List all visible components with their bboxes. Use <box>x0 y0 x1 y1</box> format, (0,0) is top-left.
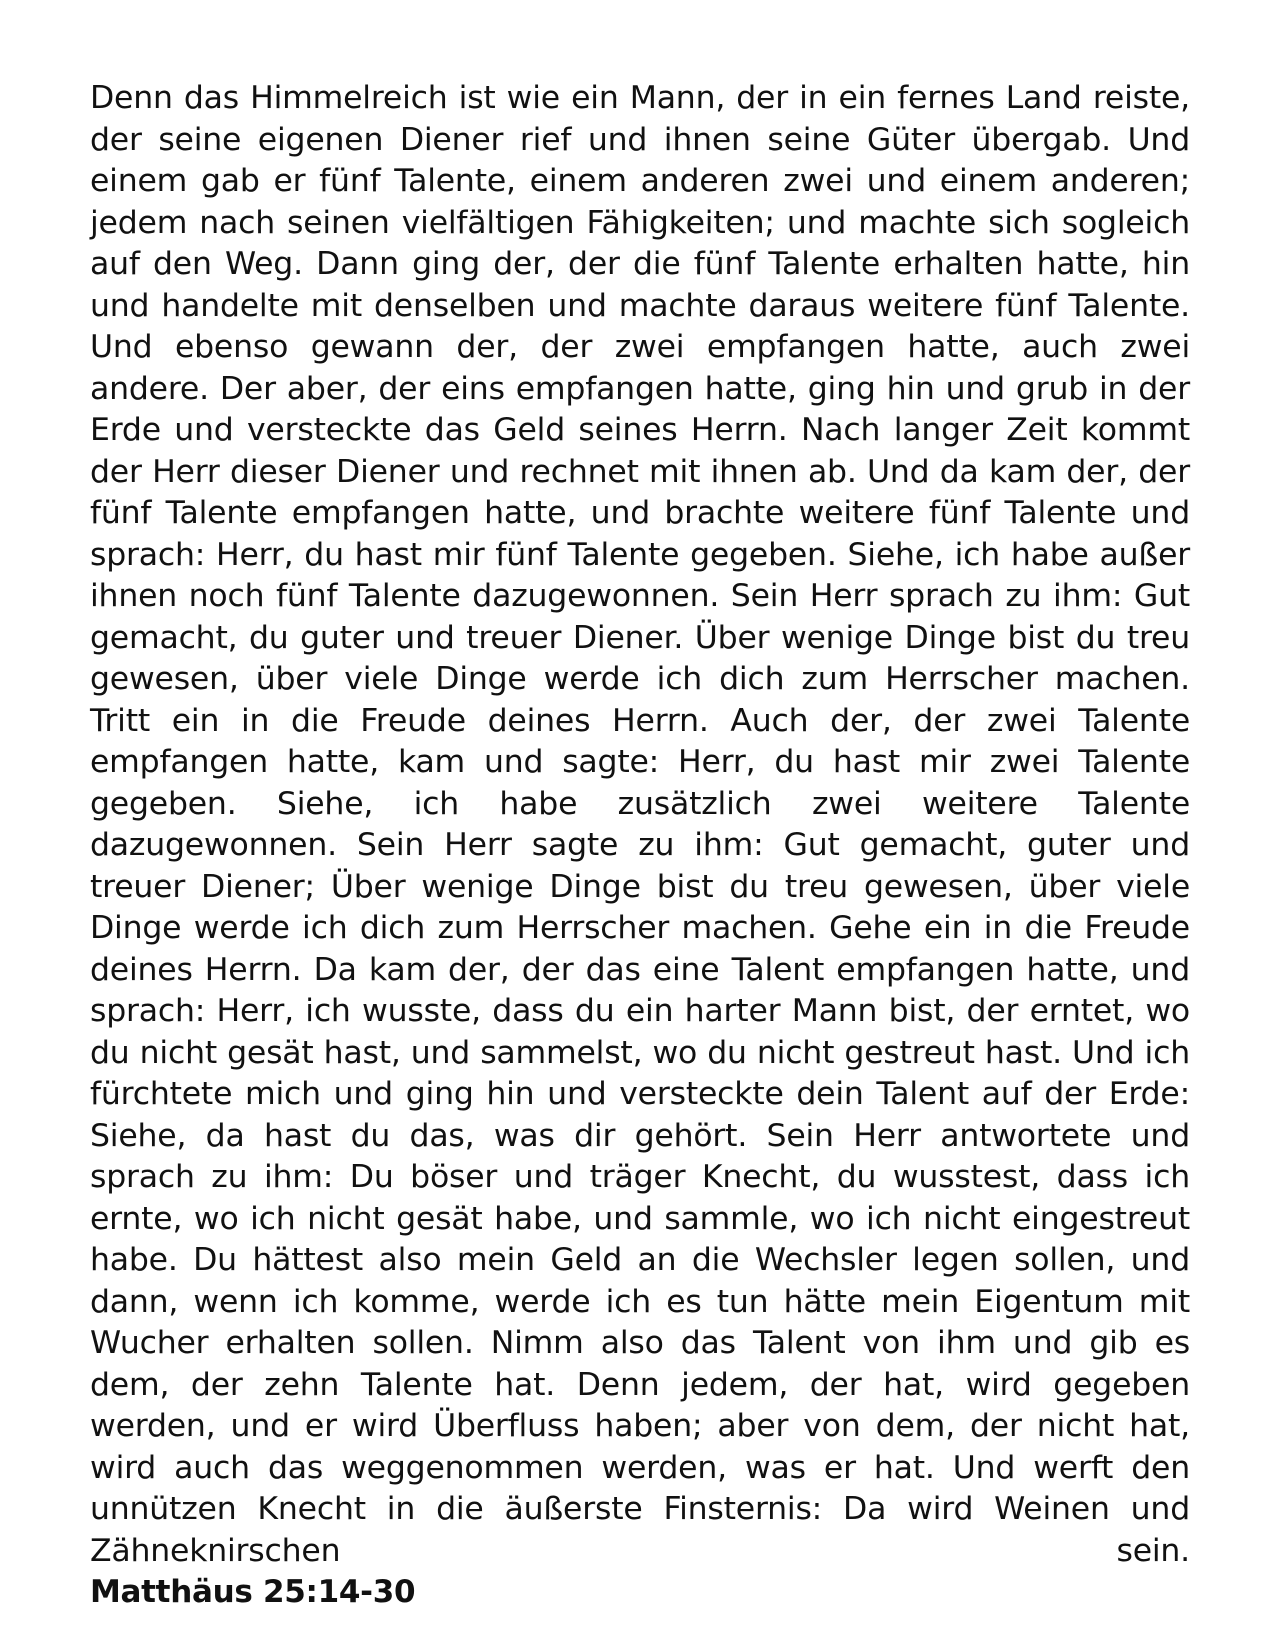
scripture-passage: Denn das Himmelreich ist wie ein Mann, der in ein fernes Land reiste, der seine eigenen Diener rief und ihnen seine Güter übergab. Und einem gab er fünf Talente, einem anderen zwei und einem anderen; jedem nach seinen vielfältigen Fähigkeiten; und machte sich sogleich auf den Weg. Dann ging der, der die fünf Talente erhalten hatte, hin und handelte mit denselben und machte daraus weitere fünf Talente. Und ebenso gewann der, der zwei empfangen hatte, auch zwei andere. Der aber, der eins empfangen hatte, ging hin und grub in der Erde und versteckte das Geld seines Herrn. Nach langer Zeit kommt der Herr dieser Diener und rechnet mit ihnen ab. Und da kam der, der fünf Talente empfangen hatte, und brachte weitere fünf Talente und sprach: Herr, du hast mir fünf Talente gegeben. Siehe, ich habe außer ihnen noch fünf Talente dazugewonnen. Sein Herr sprach zu ihm: Gut gemacht, du guter und treuer Diener. Über wenige Dinge bist du treu gewesen, über viele Dinge werde ich dich zum Herrscher machen. Tritt ein in die Freude deines Herrn. Auch der, der zwei Talente empfangen hatte, kam und sagte: Herr, du hast mir zwei Talente gegeben. Siehe, ich habe zusätzlich zwei weitere Talente dazugewonnen. Sein Herr sagte zu ihm: Gut gemacht, guter und treuer Diener; Über wenige Dinge bist du treu gewesen, über viele Dinge werde ich dich zum Herrscher machen. Gehe ein in die Freude deines Herrn. Da kam der, der das eine Talent empfangen hatte, und sprach: Herr, ich wusste, dass du ein harter Mann bist, der erntet, wo du nicht gesät hast, und sammelst, wo du nicht gestreut hast. Und ich fürchtete mich und ging hin und versteckte dein Talent auf der Erde: Siehe, da hast du das, was dir gehört. Sein Herr antwortete und sprach zu ihm: Du böser und träger Knecht, du wusstest, dass ich ernte, wo ich nicht gesät habe, und sammle, wo ich nicht eingestreut habe. Du hättest also mein Geld an die Wechsler legen sollen, und dann, wenn ich komme, werde ich es tun hätte mein Eigentum mit Wucher erhalten sollen. Nimm also das Talent von ihm und gib es dem, der zehn Talente hat. Denn jedem, der hat, wird gegeben werden, und er wird Überfluss haben; aber von dem, der nicht hat, wird auch das weggenommen werden, was er hat. Und werft den unnützen Knecht in die äußerste Finsternis: Da wird Weinen und Zähneknirschen sein. <box>90 80 1190 1569</box>
document-page <box>90 78 1190 1614</box>
scripture-reference: Matthäus 25:14-30 <box>90 1574 416 1610</box>
